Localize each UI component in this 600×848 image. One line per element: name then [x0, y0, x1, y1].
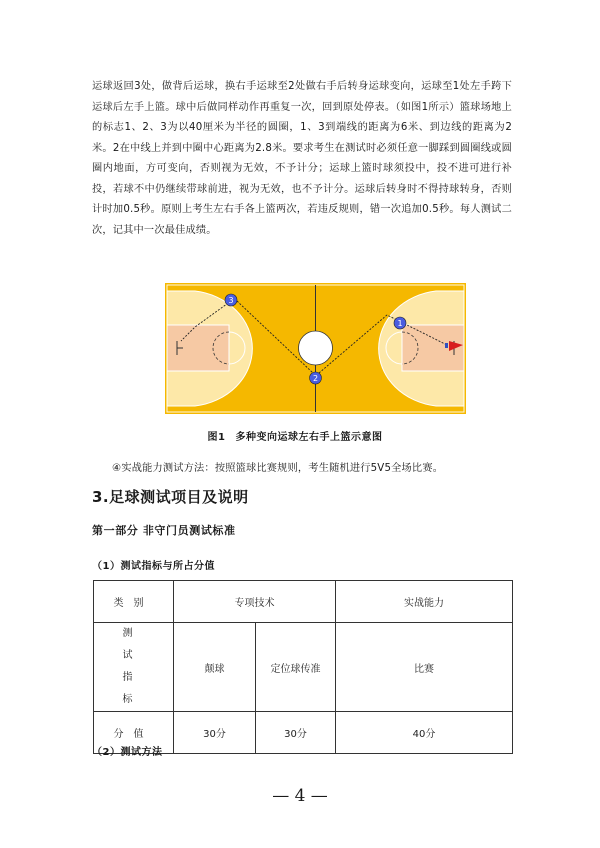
indicator-juggling: 颠球 [174, 623, 256, 712]
indicator-match: 比赛 [336, 623, 513, 712]
caption-number: 图1 [207, 432, 226, 443]
body-paragraph [92, 77, 512, 241]
section-title: 3.足球测试项目及说明 [92, 488, 249, 506]
score-match: 40分 [336, 712, 513, 754]
marker-label-1: 1 [397, 319, 403, 328]
figure-caption [0, 428, 600, 443]
center-circle [299, 331, 333, 365]
part-title: 第一部分 非守门员测试标准 [92, 524, 236, 537]
subsection-method-title: （2）测试方法 [92, 747, 163, 758]
paragraph-text: 运球返回3处，做背后运球，换右手运球至2处做右手后转身运球变向，运球至1处左手跨下运球后左手上篮。球中后做同样动作再重复一次，回到原处停表。（如图1所示）篮球场地上的标志1、2、3为以40厘米为半径的圆圈，1、3到端线的距离为6米、到边线的距离为2米。2在中线上并到中圈中心距离为2.8米。要求考生在测试时必须任意一脚踩到圆圈线或圆圈内地面，方可变向，否则视为无效，不予计分；运球上篮时球须投中，投不进可进行补投，若球不中仍继续带球前进，视为无效，也不予计分。运球后转身时不得持球转身，否则计时加0.5秒。原则上考生左右手各上篮两次，若违反规则，错一次追加0.5秒。每人测试二次，记其中一次最佳成绩。 [92, 81, 512, 236]
practice-test-note: ④实战能力测试方法：按照篮球比赛规则，考生随机进行5V5全场比赛。 [112, 463, 444, 474]
page-number: — 4 — [272, 786, 328, 806]
left-paint [167, 325, 229, 371]
table-row [94, 623, 513, 712]
header-skill: 专项技术 [174, 581, 336, 623]
score-table [93, 580, 513, 754]
row-label-indicator [94, 623, 174, 712]
caption-text: 多种变向运球左右手上篮示意图 [235, 432, 383, 443]
row-label-category: 类别 [94, 581, 174, 623]
indicator-set-piece: 定位球传准 [256, 623, 336, 712]
marker-label-3: 3 [228, 296, 234, 305]
score-set-piece: 30分 [256, 712, 336, 754]
marker-label-2: 2 [312, 374, 319, 383]
table-row [94, 581, 513, 623]
row-label-score: 分值 [94, 712, 174, 754]
subsection-score-title: （1）测试指标与所占分值 [92, 561, 215, 572]
header-practice: 实战能力 [336, 581, 513, 623]
court-diagram [165, 283, 466, 414]
indicator-label-text: 测试指标 [122, 628, 145, 705]
score-juggling: 30分 [174, 712, 256, 754]
